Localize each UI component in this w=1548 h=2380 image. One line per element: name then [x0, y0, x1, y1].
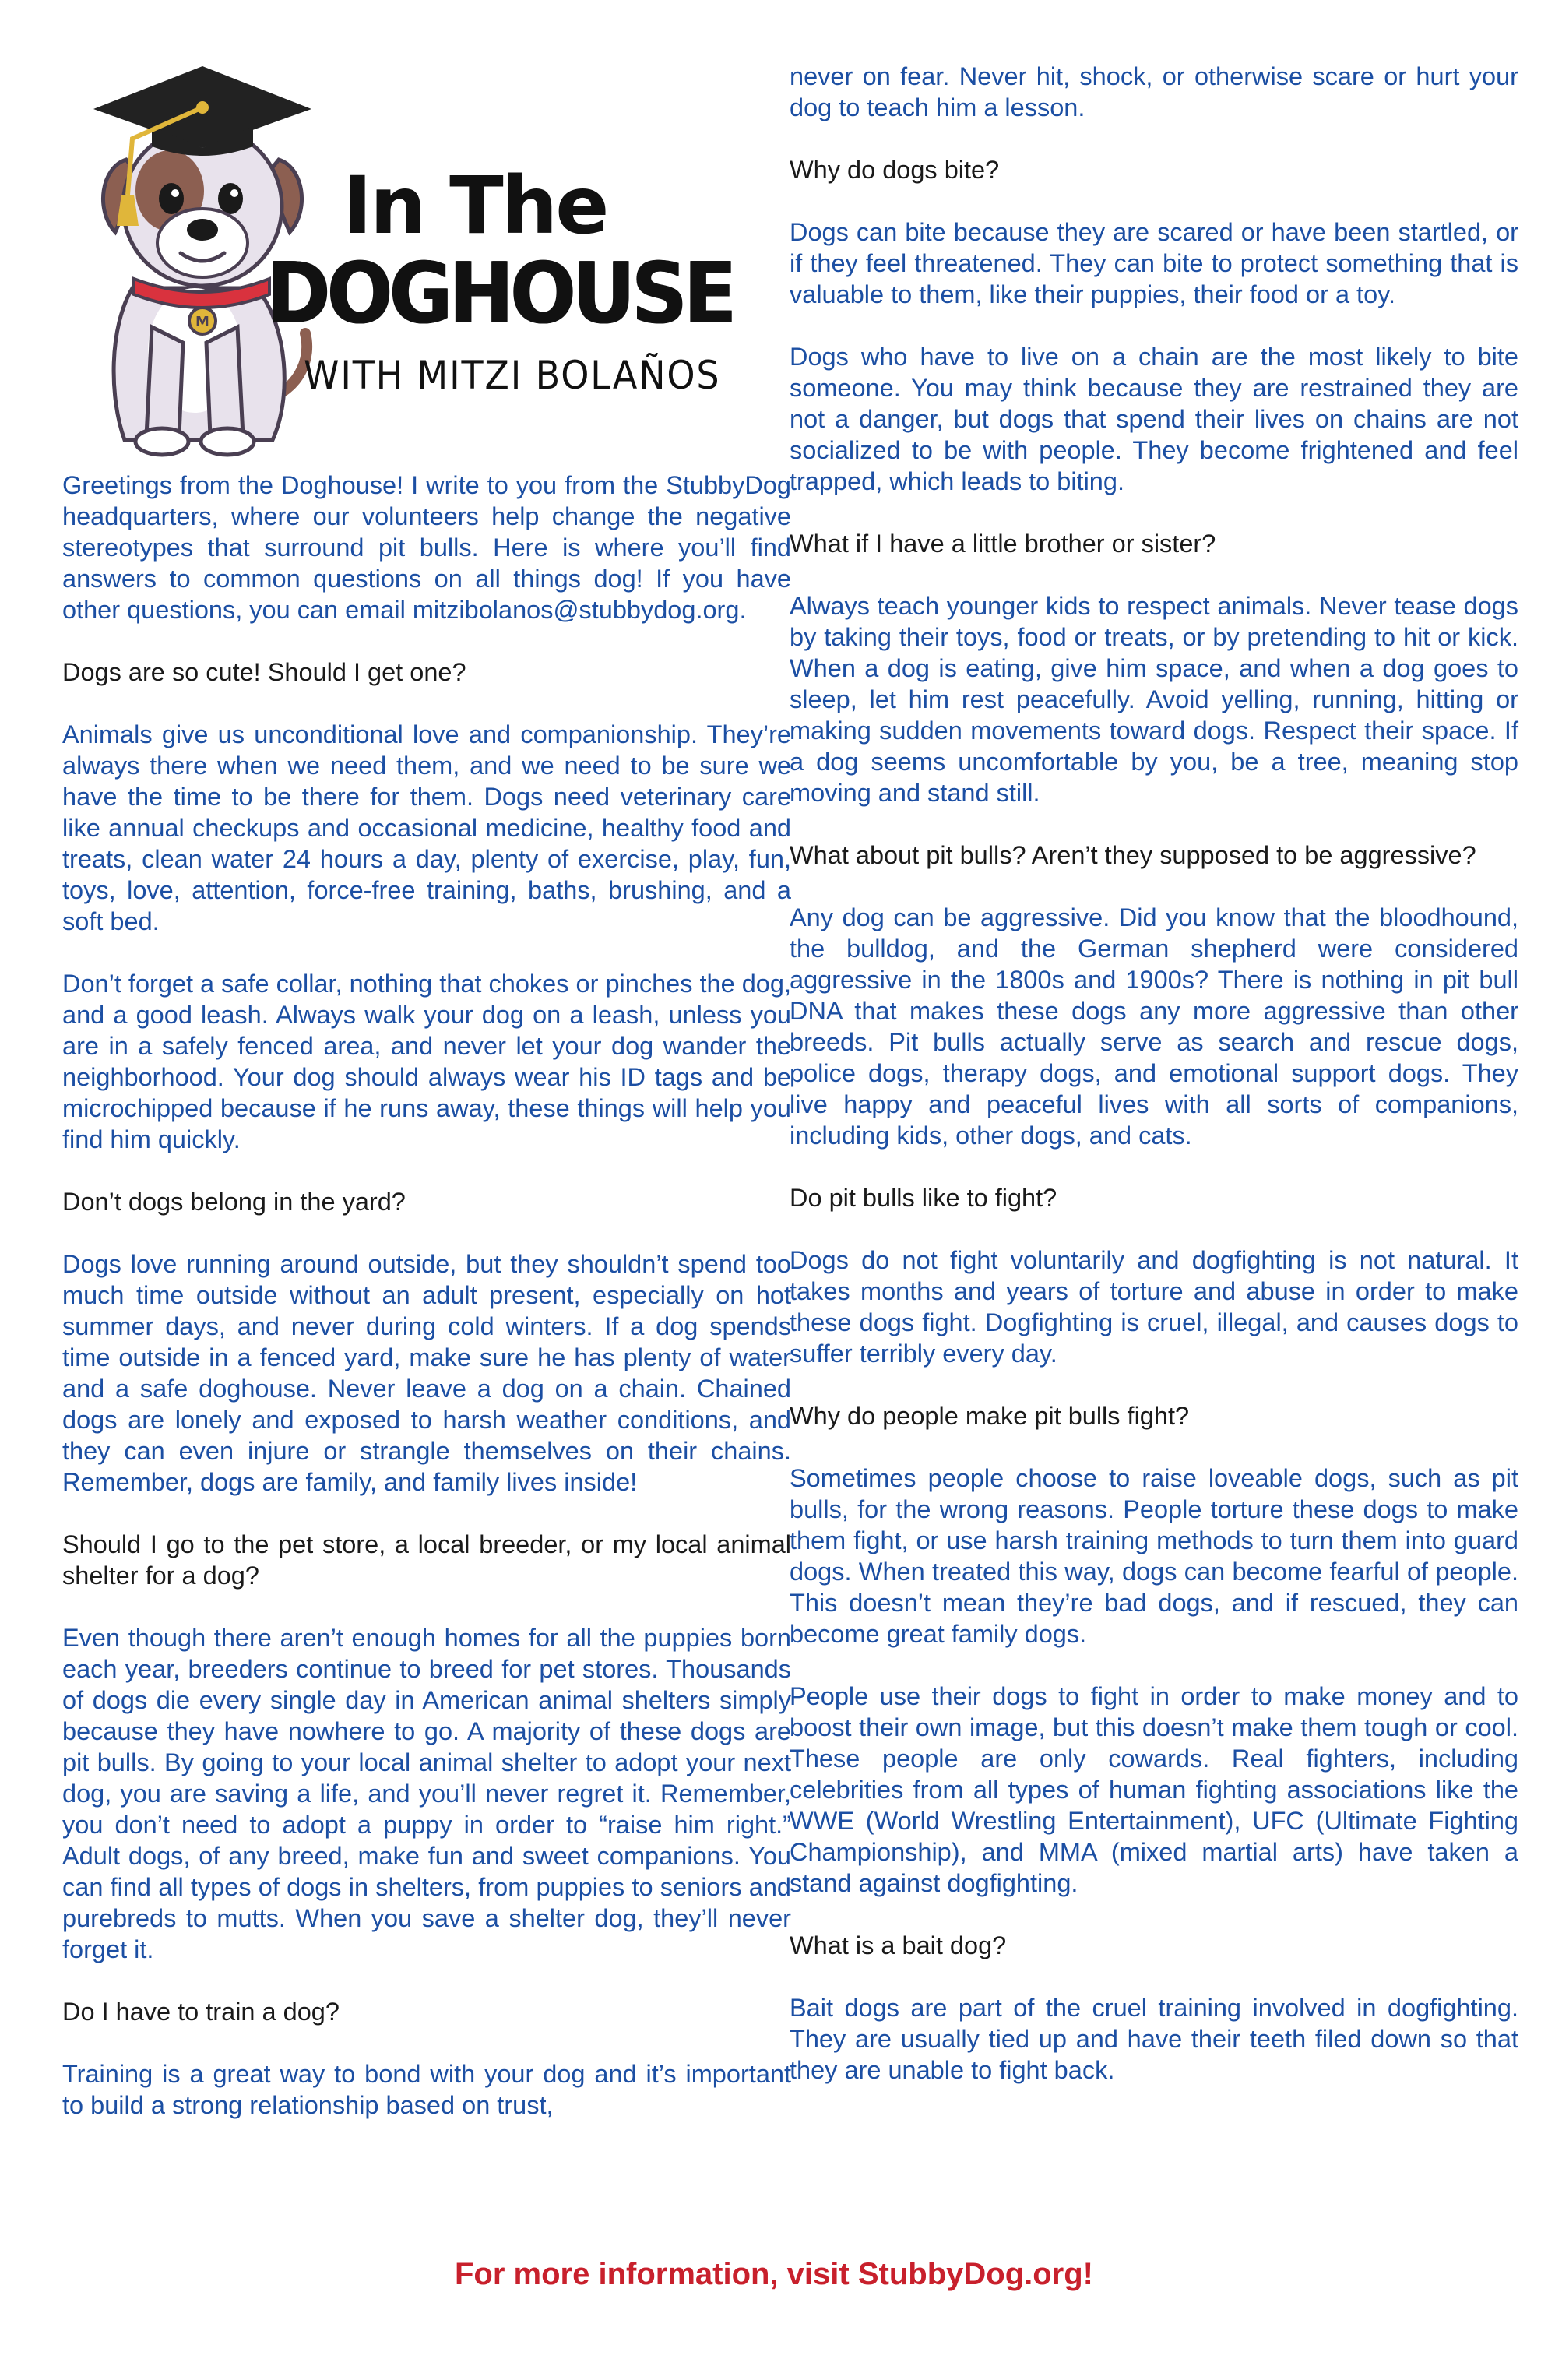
answer-paragraph: Bait dogs are part of the cruel training involved in dogfighting. They are usually tied up and have their teeth filed down so that they are unable to fight back. — [790, 1994, 1518, 2084]
title-in-the: In The — [343, 160, 607, 252]
footer-more-info-link[interactable]: For more information, visit StubbyDog.org! — [455, 2257, 1093, 2291]
answer-paragraph: Training is a great way to bond with your dog and it’s important to build a strong relationship based on trust, — [62, 2060, 791, 2119]
answer-paragraph: People use their dogs to fight in order to make money and to boost their own image, but this doesn’t make them tough or cool. These people are only cowards. Real fighters, including celebrities from all types of human fighting associations like the WWE (World Wrestling Entertainment), UFC (Ultimate Fighting Championship), and MMA (mixed martial arts) have taken a stand against dogfighting. — [790, 1682, 1518, 1897]
column-header — [62, 31, 786, 467]
answer-paragraph: Don’t forget a safe collar, nothing that chokes or pinches the dog, and a good leash. Always walk your dog on a leash, unless you are in a safely fenced area, and never let your dog wander the neighborhood. Your dog should always wear his ID tags and be microchipped because if he runs away, these things will help you find him quickly. — [62, 970, 791, 1153]
answer-paragraph: Any dog can be aggressive. Did you know that the bloodhound, the bulldog, and the German shepherd were considered aggressive in the 1800s and 1900s? There is nothing in pit bull DNA that makes these dogs any more aggressive than other breeds. Pit bulls actually serve as search and rescue dogs, police dogs, therapy dogs, and emotional support dogs. They live happy and peaceful lives with all sorts of companions, including kids, other dogs, and cats. — [790, 903, 1518, 1150]
title-doghouse: DOGHOUSE — [266, 245, 734, 343]
answer-paragraph: Dogs do not fight voluntarily and dogfighting is not natural. It takes months and years of torture and abuse in order to make these dogs fight. Dogfighting is cruel, illegal, and causes dogs to suffer terribly every day. — [790, 1246, 1518, 1368]
question-train-dog: Do I have to train a dog? — [62, 1998, 340, 2026]
question-yard: Don’t dogs belong in the yard? — [62, 1188, 406, 1216]
answer-paragraph: Sometimes people choose to raise loveable dogs, such as pit bulls, for the wrong reasons. People torture these dogs to make them fight, or use harsh training methods to turn them into guard dogs. When treated this way, dogs can become fearful of people. This doesn’t mean they’re bad dogs, and if rescued, they can become great family dogs. — [790, 1464, 1518, 1648]
answer-paragraph: Always teach younger kids to respect animals. Never tease dogs by taking their toys, food or treats, or by pretending to hit or kick. When a dog is eating, give him space, and when a dog goes to sleep, let him rest peacefully. Avoid yelling, running, hitting or making sudden movements toward dogs. Respect their space. If a dog seems uncomfortable by you, be a tree, meaning stop moving and stand still. — [790, 592, 1518, 807]
question-sibling: What if I have a little brother or sister? — [790, 530, 1216, 558]
question-why-make-fight: Why do people make pit bulls fight? — [790, 1402, 1190, 1430]
question-pit-bull-aggressive: What about pit bulls? Aren’t they supposed to be aggressive? — [790, 841, 1476, 869]
byline: WITH MITZI BOLAÑOS — [304, 353, 721, 398]
right-column — [790, 61, 1518, 2117]
intro-paragraph: Greetings from the Doghouse! I write to you from the StubbyDog headquarters, where our volunteers help change the negative stereotypes that surround pit bulls. Here is where you’ll find answers to common questions on all things dog! If you have other questions, you can email mitzibolanos@stubbydog.org. — [62, 471, 791, 624]
answer-paragraph: Dogs can bite because they are scared or have been startled, or if they feel threatened. They can bite to protect something that is valuable to them, like their puppies, their food or a toy. — [790, 218, 1518, 308]
question-get-a-dog: Dogs are so cute! Should I get one? — [62, 658, 466, 686]
answer-paragraph: Dogs love running around outside, but they shouldn’t spend too much time outside without an adult present, especially on hot summer days, and never during cold winters. If a dog spends time outside in a fenced yard, make sure he has plenty of water and a safe doghouse. Never leave a dog on a chain. Chained dogs are lonely and exposed to harsh weather conditions, and they can even injure or strangle themselves on their chains. Remember, dogs are family, and family lives inside! — [62, 1250, 791, 1496]
question-bait-dog: What is a bait dog? — [790, 1931, 1007, 1959]
answer-paragraph: Animals give us unconditional love and companionship. They’re always there when we need them, and we need to be sure we have the time to be there for them. Dogs need veterinary care like annual checkups and occasional medicine, healthy food and treats, clean water 24 hours a day, plenty of exercise, play, fun, toys, love, attention, force-free training, baths, brushing, and a soft bed. — [62, 720, 791, 935]
answer-paragraph: never on fear. Never hit, shock, or otherwise scare or hurt your dog to teach him a lesson. — [790, 62, 1518, 121]
question-where-to-get-dog: Should I go to the pet store, a local breeder, or my local animal shelter for a dog? — [62, 1530, 791, 1590]
question-like-to-fight: Do pit bulls like to fight? — [790, 1184, 1057, 1212]
answer-paragraph: Even though there aren’t enough homes for all the puppies born each year, breeders continue to breed for pet stores. Thousands of dogs die every single day in American animal shelters simply because they have nowhere to go. A majority of these dogs are pit bulls. By going to your local animal shelter to adopt your next dog, you are saving a life, and you’ll never regret it. Remember, you don’t need to adopt a puppy in order to “raise him right.” Adult dogs, of any breed, make fun and sweet companions. You can find all types of dogs in shelters, from puppies to seniors and purebreds to mutts. When you save a shelter dog, they’ll never forget it. — [62, 1624, 791, 1963]
collar-tag-letter: M — [195, 314, 209, 330]
answer-paragraph: Dogs who have to live on a chain are the most likely to bite someone. You may think because they are restrained they are not a danger, but dogs that spend their lives on chains are not socialized to be with people. They become frightened and feel trapped, which leads to biting. — [790, 343, 1518, 495]
question-why-bite: Why do dogs bite? — [790, 156, 1000, 184]
left-column — [62, 470, 791, 2152]
